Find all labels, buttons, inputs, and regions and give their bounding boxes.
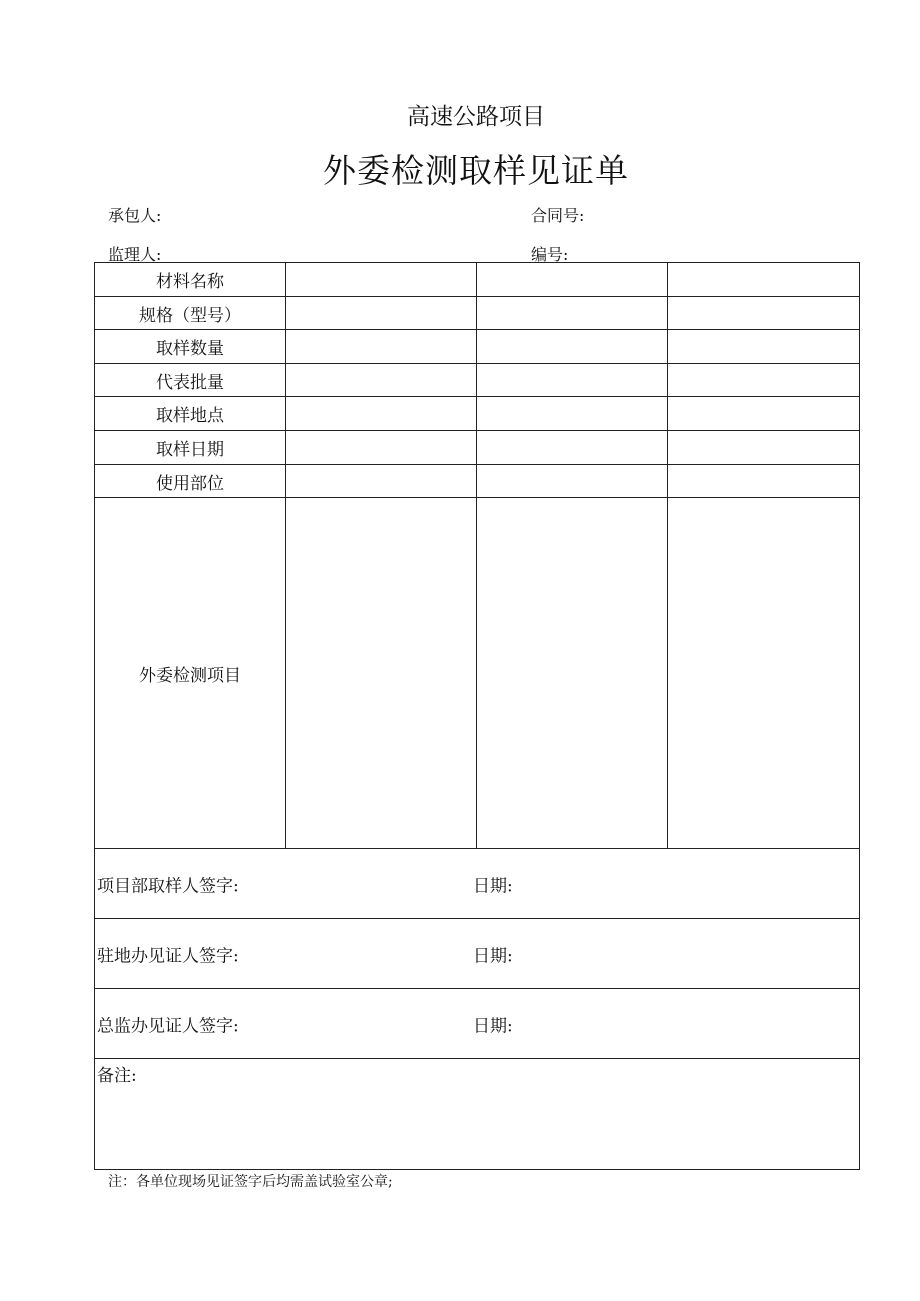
- signature-row-project[interactable]: [95, 849, 860, 919]
- signature-row-resident[interactable]: [95, 919, 860, 989]
- row-label-sample-date: 取样日期: [95, 431, 286, 465]
- remarks-label: 备注:: [97, 1066, 137, 1086]
- table-row: [95, 1059, 860, 1170]
- table-row: [95, 465, 860, 498]
- row-label-sample-quantity: 取样数量: [95, 330, 286, 364]
- table-cell[interactable]: [477, 263, 668, 297]
- contract-no-label: 合同号:: [531, 206, 585, 225]
- date-label: 日期:: [473, 1016, 513, 1036]
- row-label-specification: 规格（型号）: [95, 297, 286, 330]
- table-cell[interactable]: [286, 397, 477, 431]
- table-row: [95, 919, 860, 989]
- table-cell[interactable]: [286, 263, 477, 297]
- signature-label-chief-witness: 总监办见证人签字:: [97, 1016, 239, 1036]
- row-label-test-items: 外委检测项目: [95, 498, 286, 849]
- remarks-cell[interactable]: [95, 1059, 860, 1170]
- signature-label-resident-witness: 驻地办见证人签字:: [97, 946, 239, 966]
- table-row: [95, 989, 860, 1059]
- table-cell[interactable]: [286, 330, 477, 364]
- date-label: 日期:: [473, 876, 513, 896]
- table-cell[interactable]: [286, 498, 477, 849]
- table-row: [95, 498, 860, 849]
- table-cell[interactable]: [668, 330, 860, 364]
- table-cell[interactable]: [668, 397, 860, 431]
- signature-label-project-sampler: 项目部取样人签字:: [97, 876, 239, 896]
- sampling-form-table: [94, 262, 860, 1170]
- table-cell[interactable]: [286, 364, 477, 397]
- row-label-material-name: 材料名称: [95, 263, 286, 297]
- table-cell[interactable]: [477, 397, 668, 431]
- row-label-usage-location: 使用部位: [95, 465, 286, 498]
- table-cell[interactable]: [286, 431, 477, 465]
- serial-no-label: 编号:: [531, 245, 569, 264]
- table-row: [95, 849, 860, 919]
- table-cell[interactable]: [477, 498, 668, 849]
- signature-row-chief[interactable]: [95, 989, 860, 1059]
- table-cell[interactable]: [668, 364, 860, 397]
- date-label: 日期:: [473, 946, 513, 966]
- table-cell[interactable]: [477, 465, 668, 498]
- table-cell[interactable]: [477, 431, 668, 465]
- table-cell[interactable]: [668, 431, 860, 465]
- contractor-label: 承包人:: [108, 206, 162, 225]
- row-label-sample-location: 取样地点: [95, 397, 286, 431]
- table-row: [95, 431, 860, 465]
- project-subtitle: 高速公路项目: [407, 104, 545, 130]
- table-cell[interactable]: [286, 465, 477, 498]
- table-cell[interactable]: [477, 297, 668, 330]
- table-cell[interactable]: [477, 364, 668, 397]
- table-row: [95, 364, 860, 397]
- table-cell[interactable]: [668, 297, 860, 330]
- table-row: [95, 263, 860, 297]
- table-row: [95, 330, 860, 364]
- footnote: 注：各单位现场见证签字后均需盖试验室公章;: [108, 1174, 393, 1190]
- row-label-batch-size: 代表批量: [95, 364, 286, 397]
- form-title: 外委检测取样见证单: [323, 151, 629, 190]
- table-cell[interactable]: [668, 263, 860, 297]
- table-cell[interactable]: [286, 297, 477, 330]
- table-cell[interactable]: [668, 498, 860, 849]
- table-row: [95, 297, 860, 330]
- table-row: [95, 397, 860, 431]
- table-cell[interactable]: [477, 330, 668, 364]
- supervisor-label: 监理人:: [108, 245, 162, 264]
- table-cell[interactable]: [668, 465, 860, 498]
